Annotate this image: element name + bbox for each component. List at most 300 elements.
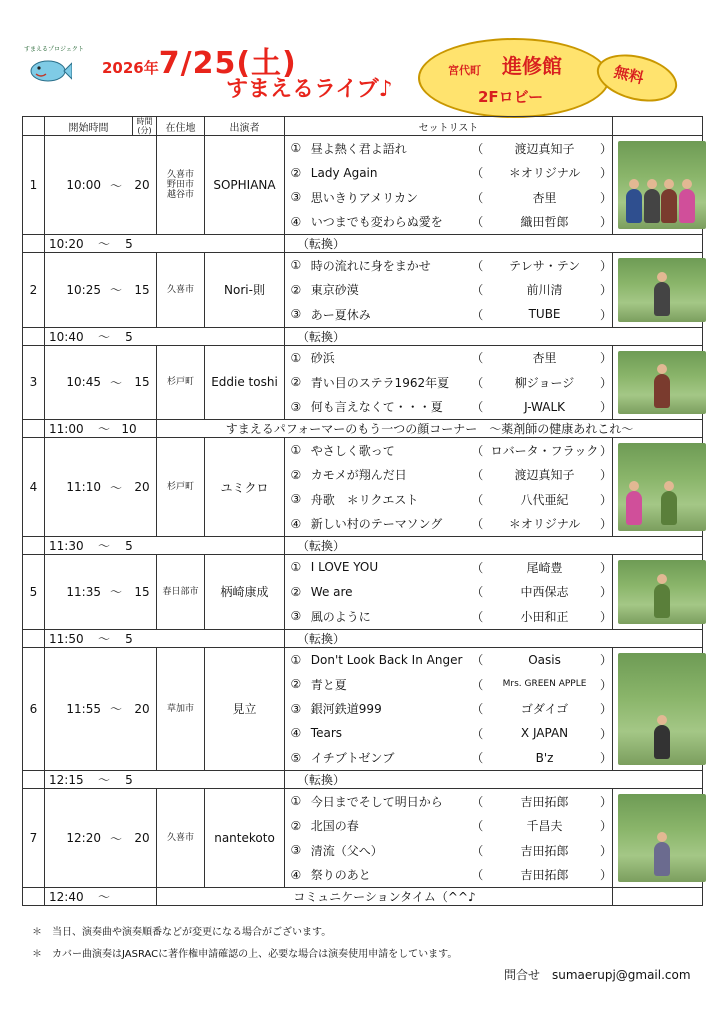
event-month-day: 7/25(土) — [158, 46, 297, 81]
col-setlist: セットリスト — [285, 117, 613, 136]
song-title: 今日までそして明日から — [310, 794, 443, 809]
paren-close: ） — [600, 677, 613, 692]
performer-name: 柄崎康成 — [205, 555, 285, 630]
performer-photo — [613, 647, 703, 771]
time-slot — [45, 830, 156, 847]
changeover-label: （転換） — [285, 327, 703, 345]
performer-figure — [661, 189, 677, 223]
setlist-song — [285, 136, 612, 161]
song-number: ③ — [290, 492, 302, 507]
time-slot — [45, 177, 156, 194]
table-header — [23, 117, 703, 136]
paren-open: （ — [471, 283, 484, 298]
song-title: We are — [310, 584, 353, 599]
song-number: ② — [290, 584, 302, 599]
song-title: イチブトゼンブ — [310, 751, 395, 766]
song-number: ② — [290, 818, 302, 833]
paren-open: （ — [471, 166, 484, 181]
song-number: ③ — [290, 399, 302, 414]
changeover-time — [45, 771, 285, 789]
closing-row — [23, 888, 703, 906]
photo-image — [618, 351, 706, 415]
song-artist: Oasis — [528, 652, 561, 667]
setlist — [285, 789, 613, 888]
col-no — [23, 117, 45, 136]
tilde: ～ — [97, 539, 110, 553]
paren-close: ） — [600, 351, 613, 366]
special-time — [45, 420, 157, 438]
setlist — [285, 647, 613, 771]
performer-name: nantekoto — [205, 789, 285, 888]
paren-open: （ — [471, 843, 484, 858]
paren-open: （ — [471, 468, 484, 483]
paren-close: ） — [600, 585, 613, 600]
performer-figure — [654, 725, 670, 759]
setlist-song — [285, 604, 612, 629]
city-name: 久喜市 — [166, 170, 194, 180]
changeover-label: （転換） — [285, 629, 703, 647]
song-title: やさしく歌って — [310, 443, 395, 458]
changeover-row — [23, 327, 703, 345]
special-spacer — [23, 420, 45, 438]
performer-figure — [654, 842, 670, 876]
song-artist: 吉田拓郎 — [520, 794, 569, 809]
performer-figure — [626, 491, 642, 525]
song-title: 祭りのあと — [310, 868, 371, 883]
song-title: 風のように — [310, 609, 371, 624]
special-start: 11:00 — [49, 422, 84, 436]
duration: 15 — [134, 584, 150, 599]
changeover-start: 10:20 — [49, 237, 84, 251]
song-title: 思いきりアメリカン — [310, 190, 418, 205]
performance-number: 1 — [23, 136, 45, 235]
performance-number: 5 — [23, 555, 45, 630]
performer-figure — [626, 189, 642, 223]
changeover-duration: 5 — [125, 329, 133, 344]
changeover-start: 12:15 — [49, 773, 84, 787]
city-name: 草加市 — [166, 703, 194, 714]
song-number: ④ — [290, 516, 302, 531]
setlist-song — [285, 278, 612, 303]
performer-city — [157, 789, 205, 888]
song-artist: TUBE — [528, 307, 561, 322]
changeover-spacer — [23, 327, 45, 345]
city-name: 越谷市 — [166, 190, 194, 200]
song-artist: 尾崎豊 — [526, 560, 563, 575]
paren-close: ） — [600, 492, 613, 507]
setlist-song — [285, 814, 612, 839]
paren-close: ） — [600, 560, 613, 575]
closing-label: コミュニケーションタイム（^^♪ — [157, 888, 613, 906]
changeover-duration: 5 — [125, 237, 133, 251]
performer-photo — [613, 438, 703, 537]
start-time: 10:25 — [66, 282, 101, 297]
song-artist: ロバータ・フラック — [490, 443, 599, 458]
performer-city — [157, 647, 205, 771]
paren-close: ） — [600, 609, 613, 624]
song-artist: 織田哲郎 — [520, 215, 569, 230]
paren-close: ） — [600, 868, 613, 883]
song-number: ① — [290, 560, 302, 575]
song-title: 青と夏 — [310, 677, 347, 692]
performance-number: 2 — [23, 253, 45, 328]
setlist-song — [285, 721, 612, 746]
setlist-song — [285, 346, 612, 371]
venue-name: 進修館 — [502, 54, 562, 78]
changeover-label: （転換） — [285, 537, 703, 555]
song-number: ① — [290, 794, 302, 809]
tilde: ～ — [97, 890, 110, 904]
paren-close: ） — [600, 215, 613, 230]
performance-row — [23, 789, 703, 888]
tilde: ～ — [97, 237, 110, 251]
photo-image — [618, 560, 706, 624]
special-duration: 10 — [121, 422, 137, 436]
setlist-song — [285, 838, 612, 863]
changeover-start: 10:40 — [49, 329, 84, 344]
song-number: ③ — [290, 843, 302, 858]
paren-close: ） — [600, 166, 613, 181]
tilde: ～ — [109, 831, 122, 846]
performance-time — [45, 136, 157, 235]
paren-close: ） — [600, 702, 613, 717]
changeover-time — [45, 327, 285, 345]
song-number: ② — [290, 677, 302, 692]
setlist-song — [285, 185, 612, 210]
song-title: Lady Again — [310, 165, 378, 180]
performer-name: SOPHIANA — [205, 136, 285, 235]
paren-open: （ — [471, 517, 484, 532]
setlist-song — [285, 746, 612, 771]
song-number: ② — [290, 375, 302, 390]
song-number: ④ — [290, 867, 302, 882]
tilde: ～ — [109, 585, 122, 600]
setlist-song — [285, 161, 612, 186]
song-title: 銀河鉄道999 — [310, 702, 382, 717]
performer-figure — [661, 491, 677, 525]
paren-open: （ — [471, 677, 484, 692]
start-time: 10:45 — [66, 375, 101, 390]
song-artist: ゴダイゴ — [520, 702, 569, 717]
setlist-song — [285, 253, 612, 278]
closing-time — [45, 888, 157, 906]
tilde: ～ — [109, 702, 122, 717]
paren-open: （ — [471, 585, 484, 600]
tilde: ～ — [97, 631, 110, 646]
photo-image — [618, 258, 706, 322]
song-artist: X JAPAN — [520, 726, 569, 741]
changeover-time — [45, 629, 285, 647]
changeover-row — [23, 629, 703, 647]
song-artist: 小田和正 — [520, 609, 569, 624]
song-number: ② — [290, 467, 302, 482]
setlist — [285, 555, 613, 630]
changeover-spacer — [23, 235, 45, 253]
changeover-row — [23, 235, 703, 253]
song-artist: 柳ジョージ — [514, 375, 575, 390]
paren-open: （ — [471, 794, 484, 809]
performer-figure — [644, 189, 660, 223]
performance-number: 4 — [23, 438, 45, 537]
performer-name: 見立 — [205, 647, 285, 771]
setlist-song — [285, 697, 612, 722]
song-number: ④ — [290, 726, 302, 741]
song-artist: 中西保志 — [520, 585, 569, 600]
paren-open: （ — [471, 258, 484, 273]
paren-close: ） — [600, 443, 613, 458]
start-time: 11:10 — [66, 480, 101, 494]
song-artist: 吉田拓郎 — [520, 868, 569, 883]
paren-close: ） — [600, 653, 613, 668]
changeover-duration: 5 — [125, 539, 133, 553]
paren-close: ） — [600, 517, 613, 532]
song-number: ③ — [290, 609, 302, 624]
performance-number: 3 — [23, 345, 45, 420]
tilde: ～ — [97, 422, 110, 436]
changeover-label: （転換） — [285, 235, 703, 253]
performer-name: Eddie toshi — [205, 345, 285, 420]
photo-image — [618, 653, 706, 766]
duration: 20 — [134, 178, 150, 192]
paren-open: （ — [471, 819, 484, 834]
song-number: ③ — [290, 701, 302, 716]
song-title: カモメが翔んだ日 — [310, 468, 407, 483]
paren-close: ） — [600, 794, 613, 809]
paren-open: （ — [471, 751, 484, 766]
song-number: ① — [290, 141, 302, 156]
performance-number: 6 — [23, 647, 45, 771]
col-minutes: 時間(分) — [133, 117, 157, 136]
song-title: 北国の春 — [310, 819, 359, 834]
paren-open: （ — [471, 215, 484, 230]
setlist-song — [285, 672, 612, 697]
setlist-song — [285, 555, 612, 580]
closing-spacer — [23, 888, 45, 906]
song-artist: J-WALK — [524, 399, 566, 414]
song-title: いつまでも変わらぬ愛を — [310, 215, 443, 230]
song-number: ② — [290, 165, 302, 180]
performer-figure — [679, 189, 695, 223]
setlist-song — [285, 370, 612, 395]
changeover-duration: 5 — [125, 773, 133, 787]
setlist — [285, 345, 613, 420]
duration: 15 — [134, 282, 150, 297]
free-label: 無料 — [612, 62, 646, 88]
schedule-table — [22, 116, 703, 906]
paren-open: （ — [471, 726, 484, 741]
setlist-song — [285, 512, 612, 537]
paren-open: （ — [471, 190, 484, 205]
paren-close: ） — [600, 283, 613, 298]
performer-figure — [654, 282, 670, 316]
closing-start: 12:40 — [49, 890, 84, 904]
paren-open: （ — [471, 351, 484, 366]
performer-city — [157, 555, 205, 630]
note-2: ＊ カバー曲演奏はJASRACに著作権申請確認の上、必要な場合は演奏使用申請をしています。 — [32, 949, 458, 960]
city-name: 久喜市 — [166, 284, 194, 295]
performance-row — [23, 253, 703, 328]
changeover-spacer — [23, 771, 45, 789]
song-title: 昼よ熱く君よ語れ — [310, 141, 407, 156]
song-artist: 渡辺真知子 — [514, 468, 575, 483]
col-photo — [613, 117, 703, 136]
col-start: 開始時間 — [45, 117, 133, 136]
song-artist: Mrs. GREEN APPLE — [502, 679, 587, 690]
song-title: Don't Look Back In Anger — [310, 652, 463, 667]
photo-image — [618, 443, 706, 531]
paren-close: ） — [600, 400, 613, 415]
paren-close: ） — [600, 307, 613, 322]
song-title: 舟歌 ＊リクエスト — [310, 492, 419, 507]
setlist-song — [285, 580, 612, 605]
song-title: 砂浜 — [310, 351, 335, 366]
song-title: 清流（父へ） — [310, 843, 383, 858]
photo-image — [618, 141, 706, 229]
paren-open: （ — [471, 443, 484, 458]
tilde: ～ — [97, 329, 110, 344]
paren-close: ） — [600, 141, 613, 156]
song-number: ③ — [290, 307, 302, 322]
paren-open: （ — [471, 375, 484, 390]
performer-city — [157, 136, 205, 235]
venue-town: 宮代町 — [448, 64, 481, 77]
paren-open: （ — [471, 560, 484, 575]
time-slot — [45, 700, 156, 717]
contact-email: 問合せ sumaerupj@gmail.com — [504, 968, 691, 982]
song-artist: 八代亜紀 — [520, 492, 569, 507]
paren-open: （ — [471, 400, 484, 415]
setlist-song — [285, 463, 612, 488]
song-title: 時の流れに身をまかせ — [310, 258, 431, 273]
paren-close: ） — [600, 819, 613, 834]
paren-open: （ — [471, 653, 484, 668]
changeover-row — [23, 537, 703, 555]
paren-open: （ — [471, 702, 484, 717]
special-corner-label: すまえるパフォーマーのもう一つの顔コーナー ～薬剤師の健康あれこれ～ — [157, 420, 703, 438]
performer-photo — [613, 789, 703, 888]
city-name: 杉戸町 — [166, 482, 194, 492]
changeover-start: 11:50 — [49, 631, 84, 646]
changeover-time — [45, 235, 285, 253]
performer-figure — [654, 584, 670, 618]
time-slot — [45, 281, 156, 298]
event-title: すまえるライブ♪ — [226, 77, 393, 102]
changeover-start: 11:30 — [49, 539, 84, 553]
performer-photo — [613, 136, 703, 235]
setlist-song — [285, 302, 612, 327]
paren-open: （ — [471, 141, 484, 156]
photo-image — [618, 794, 706, 882]
fish-logo-icon — [28, 56, 72, 84]
song-title: Tears — [310, 726, 343, 741]
performance-row — [23, 438, 703, 537]
setlist-song — [285, 210, 612, 235]
song-number: ⑤ — [290, 750, 302, 765]
song-title: あー夏休み — [310, 307, 371, 322]
performer-photo — [613, 555, 703, 630]
performer-figure — [654, 374, 670, 408]
tilde: ～ — [109, 283, 122, 298]
performance-row — [23, 555, 703, 630]
time-slot — [45, 374, 156, 391]
col-city: 在住地 — [157, 117, 205, 136]
setlist-song — [285, 789, 612, 814]
paren-open: （ — [471, 307, 484, 322]
performance-time — [45, 789, 157, 888]
changeover-spacer — [23, 629, 45, 647]
setlist-song — [285, 487, 612, 512]
song-number: ④ — [290, 214, 302, 229]
note-1: ＊ 当日、演奏曲や演奏順番などが変更になる場合がございます。 — [32, 927, 332, 938]
performance-row — [23, 647, 703, 771]
song-artist: 前川清 — [526, 283, 563, 298]
performer-city — [157, 253, 205, 328]
song-artist: B'z — [535, 750, 554, 765]
duration: 20 — [134, 831, 150, 845]
song-artist: ＊オリジナル — [508, 517, 581, 532]
time-slot — [45, 583, 156, 600]
duration: 20 — [134, 701, 150, 716]
performance-row — [23, 345, 703, 420]
setlist — [285, 438, 613, 537]
song-number: ① — [290, 258, 302, 273]
performance-row — [23, 136, 703, 235]
performance-time — [45, 345, 157, 420]
tilde: ～ — [97, 773, 110, 787]
venue-floor: 2Fロビー — [478, 88, 544, 106]
song-artist: 杏里 — [532, 190, 557, 205]
city-name: 春日部市 — [162, 586, 199, 597]
paren-close: ） — [600, 843, 613, 858]
closing-photo-spacer — [613, 888, 703, 906]
changeover-row — [23, 771, 703, 789]
setlist-song — [285, 395, 612, 420]
setlist-song — [285, 863, 612, 888]
changeover-duration: 5 — [125, 631, 133, 646]
duration: 20 — [134, 480, 150, 494]
changeover-time — [45, 537, 285, 555]
paren-close: ） — [600, 726, 613, 741]
song-number: ② — [290, 282, 302, 297]
song-artist: 杏里 — [532, 351, 557, 366]
time-slot — [45, 479, 156, 496]
setlist-song — [285, 438, 612, 463]
start-time: 11:55 — [66, 701, 101, 716]
tilde: ～ — [109, 480, 122, 495]
paren-close: ） — [600, 190, 613, 205]
paren-open: （ — [471, 868, 484, 883]
song-number: ① — [290, 652, 302, 667]
start-time: 12:20 — [66, 831, 101, 845]
song-artist: 渡辺真知子 — [514, 141, 575, 156]
performer-photo — [613, 345, 703, 420]
paren-close: ） — [600, 375, 613, 390]
paren-close: ） — [600, 468, 613, 483]
song-artist: 吉田拓郎 — [520, 843, 569, 858]
performer-city — [157, 345, 205, 420]
song-number: ③ — [290, 190, 302, 205]
paren-open: （ — [471, 609, 484, 624]
performance-time — [45, 438, 157, 537]
performance-time — [45, 555, 157, 630]
city-name: 野田市 — [166, 180, 194, 190]
tilde: ～ — [109, 178, 122, 193]
performer-city — [157, 438, 205, 537]
song-number: ① — [290, 350, 302, 365]
start-time: 10:00 — [66, 178, 101, 192]
paren-open: （ — [471, 492, 484, 507]
performance-time — [45, 253, 157, 328]
